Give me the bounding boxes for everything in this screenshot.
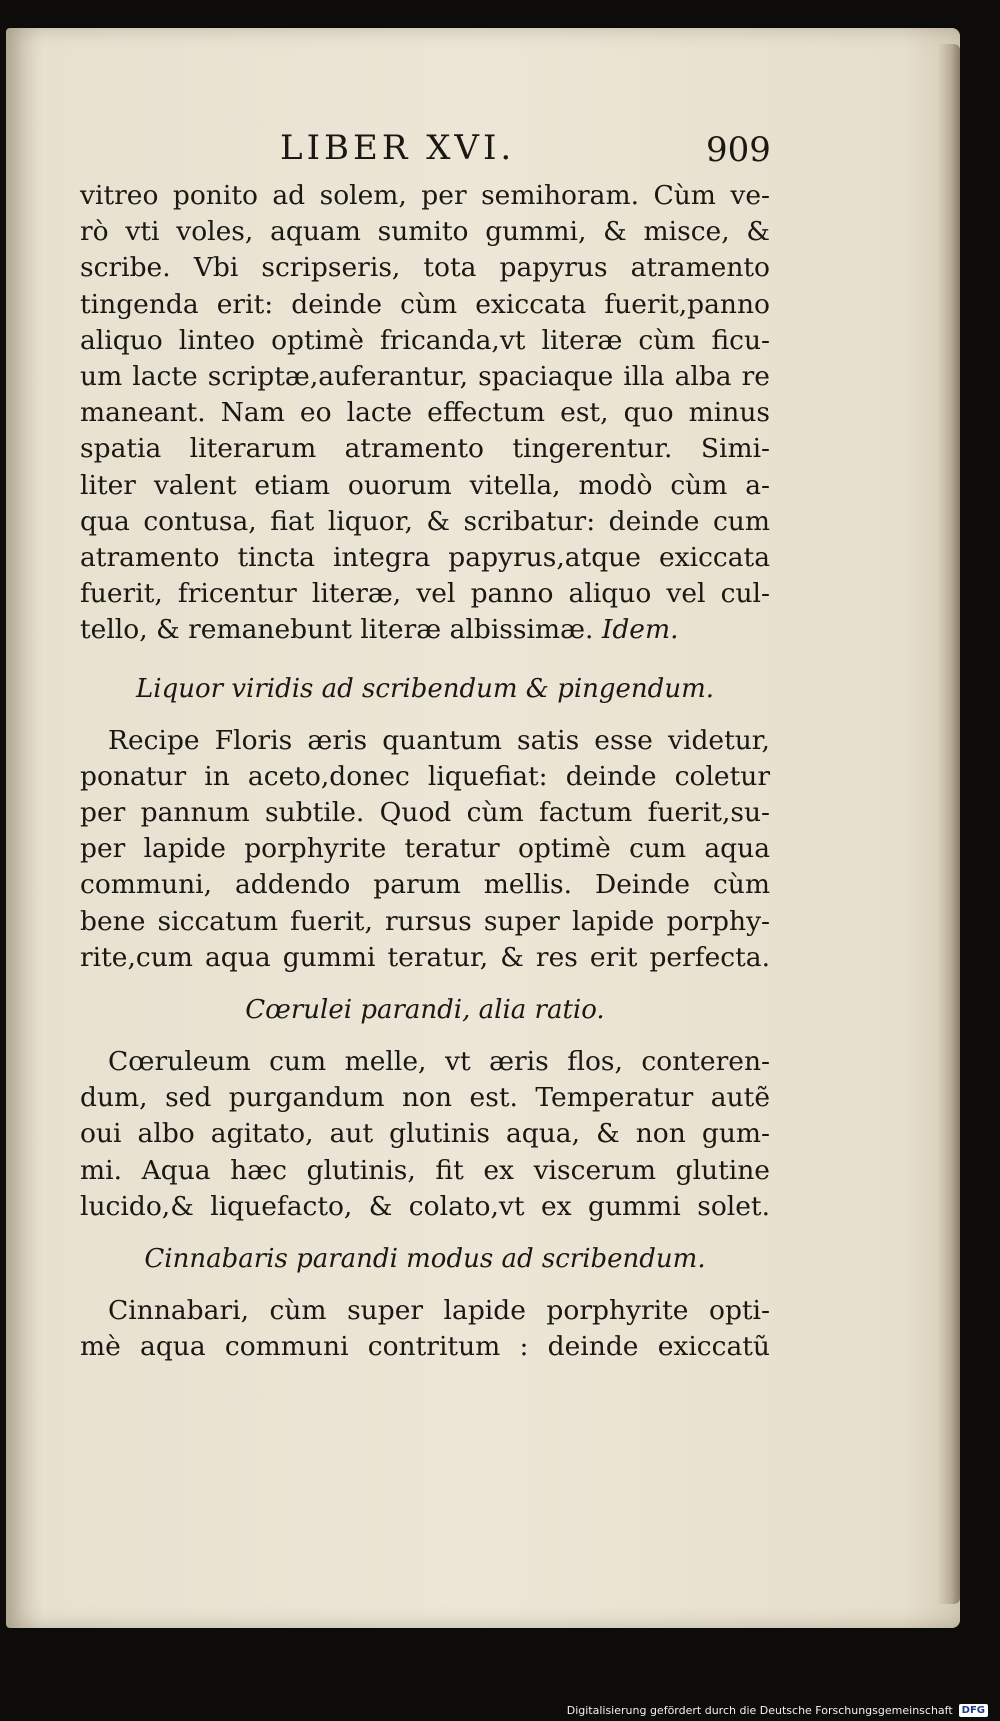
dfg-logo: DFG	[959, 1704, 988, 1717]
page-edge	[938, 44, 960, 1604]
text-line: rò vti voles, aquam sumito gummi, & misce, &	[80, 216, 770, 248]
page-text	[80, 178, 770, 1365]
text-line: per pannum subtile. Quod cùm factum fuerit,su-	[80, 797, 770, 829]
paragraph-1	[80, 178, 770, 649]
text-line: per lapide porphyrite teratur optimè cum aqua	[80, 833, 770, 865]
section-heading: Cœrulei parandi, alia ratio.	[245, 995, 605, 1026]
text-line: liter valent etiam ouorum vitella, modò cùm a-	[80, 469, 770, 501]
text-line: Cinnabari, cùm super lapide porphyrite opti-	[108, 1295, 770, 1327]
text-line: aliquo linteo optimè fricanda,vt literæ cùm ficu-	[80, 324, 770, 356]
text-line: spatia literarum atramento tingerentur. Simi-	[80, 433, 770, 465]
text-line: oui albo agitato, aut glutinis aqua, & non gum-	[80, 1118, 770, 1150]
digitization-credit	[567, 1704, 988, 1717]
text-line: bene siccatum fuerit, rursus super lapide porphy-	[80, 905, 770, 937]
running-head: LIBER XVI.	[280, 128, 516, 168]
text-line: mi. Aqua hæc glutinis, fit ex viscerum glutine	[80, 1154, 770, 1186]
text-line: Recipe Floris æris quantum satis esse videtur,	[108, 724, 770, 756]
text-line: vitreo ponito ad solem, per semihoram. Cùm ve-	[80, 180, 770, 211]
text-line: mè aqua communi contritum : deinde exiccatũ	[80, 1331, 770, 1363]
credit-text: Digitalisierung gefördert durch die Deutsche Forschungsgemeinschaft	[566, 1704, 953, 1717]
paragraph-3	[80, 1044, 770, 1225]
text-line: um lacte scriptæ,auferantur, spaciaque illa alba re	[80, 361, 770, 393]
page-header	[0, 128, 954, 168]
text-line	[80, 612, 770, 648]
section-heading: Liquor viridis ad scribendum & pingendum.	[136, 673, 714, 704]
page-number: 909	[706, 130, 771, 170]
text-line-end: tello, & remanebunt literæ albissimæ.	[80, 614, 594, 646]
text-line: lucido,& liquefacto, & colato,vt ex gummi solet.	[80, 1190, 770, 1222]
text-line: fuerit, fricentur literæ, vel panno aliquo vel cul-	[80, 578, 770, 610]
text-line: Cœruleum cum melle, vt æris flos, conteren-	[108, 1046, 770, 1078]
text-line: dum, sed purgandum non est. Temperatur autẽ	[80, 1082, 770, 1114]
text-line: scribe. Vbi scripseris, tota papyrus atramento	[80, 252, 770, 284]
text-line: communi, addendo parum mellis. Deinde cùm	[80, 869, 770, 901]
text-line: tingenda erit: deinde cùm exiccata fuerit,panno	[80, 288, 770, 320]
idem-attribution: Idem.	[601, 614, 679, 646]
text-line: qua contusa, fiat liquor, & scribatur: deinde cum	[80, 505, 770, 537]
paragraph-2	[80, 723, 770, 976]
text-line: atramento tincta integra papyrus,atque exiccata	[80, 542, 770, 574]
paragraph-4	[80, 1293, 770, 1365]
section-heading: Cinnabaris parandi modus ad scribendum.	[144, 1244, 706, 1275]
text-line: maneant. Nam eo lacte effectum est, quo minus	[80, 397, 770, 429]
text-line: rite,cum aqua gummi teratur, & res erit perfecta.	[80, 941, 770, 973]
text-line: ponatur in aceto,donec liquefiat: deinde coletur	[80, 760, 770, 792]
